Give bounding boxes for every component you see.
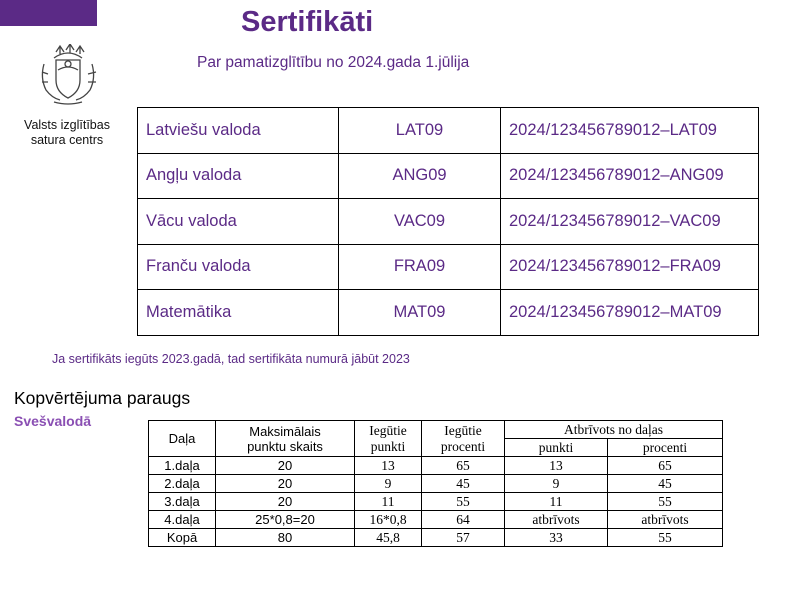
cell-points: 45,8 xyxy=(355,529,422,547)
header-max-points-line2: punktu skaits xyxy=(247,438,323,454)
header-exempt-points: punkti xyxy=(505,439,608,457)
cell-exempt-percent: atbrīvots xyxy=(608,511,723,529)
cell-exempt-points: 9 xyxy=(505,475,608,493)
table-row xyxy=(138,290,759,336)
cell-part: Kopā xyxy=(149,529,216,547)
cell-points: 13 xyxy=(355,457,422,475)
certificate-year-note: Ja sertifikāts iegūts 2023.gadā, tad sertifikāta numurā jābūt 2023 xyxy=(52,352,410,366)
certificate-code: LAT09 xyxy=(339,108,501,154)
scores-table xyxy=(148,420,723,547)
certificate-code: VAC09 xyxy=(339,199,501,245)
cell-points: 16*0,8 xyxy=(355,511,422,529)
certificate-subject: Vācu valoda xyxy=(138,199,339,245)
header-exempt-percent: procenti xyxy=(608,439,723,457)
cell-exempt-percent: 45 xyxy=(608,475,723,493)
cell-max: 20 xyxy=(216,493,355,511)
cell-part: 1.daļa xyxy=(149,457,216,475)
table-row xyxy=(149,529,723,547)
coat-of-arms-logo xyxy=(36,44,100,106)
organization-name-line1: Valsts izglītības xyxy=(24,118,110,132)
header-part: Daļa xyxy=(149,421,216,457)
header-got-percent-line2: procenti xyxy=(440,438,486,454)
certificate-subject: Angļu valoda xyxy=(138,153,339,199)
table-row xyxy=(149,511,723,529)
certificate-number: 2024/123456789012–FRA09 xyxy=(501,244,759,290)
cell-max: 25*0,8=20 xyxy=(216,511,355,529)
table-row xyxy=(138,108,759,154)
page-subtitle: Par pamatizglītību no 2024.gada 1.jūlija xyxy=(197,54,470,71)
certificate-number: 2024/123456789012–LAT09 xyxy=(501,108,759,154)
header-max-points-line1: Maksimālais xyxy=(249,423,321,439)
table-header-row xyxy=(149,421,723,439)
table-row xyxy=(149,493,723,511)
cell-points: 9 xyxy=(355,475,422,493)
certificate-number: 2024/123456789012–VAC09 xyxy=(501,199,759,245)
header-got-percent-line1: Iegūtie xyxy=(444,422,482,438)
table-row xyxy=(149,475,723,493)
certificate-number: 2024/123456789012–MAT09 xyxy=(501,290,759,336)
table-row xyxy=(138,199,759,245)
table-row xyxy=(138,244,759,290)
organization-name xyxy=(18,118,116,148)
cell-part: 4.daļa xyxy=(149,511,216,529)
cell-exempt-points: 13 xyxy=(505,457,608,475)
page-title: Sertifikāti xyxy=(241,6,374,38)
cell-percent: 45 xyxy=(422,475,505,493)
cell-max: 80 xyxy=(216,529,355,547)
cell-exempt-points: 11 xyxy=(505,493,608,511)
cell-percent: 55 xyxy=(422,493,505,511)
certificate-code: FRA09 xyxy=(339,244,501,290)
cell-percent: 64 xyxy=(422,511,505,529)
example-subheading: Svešvalodā xyxy=(14,413,92,429)
corner-accent-block xyxy=(0,0,97,26)
cell-part: 2.daļa xyxy=(149,475,216,493)
table-row xyxy=(149,457,723,475)
certificate-subject: Matemātika xyxy=(138,290,339,336)
example-heading: Kopvērtējuma paraugs xyxy=(14,388,191,408)
header-got-points-line2: punkti xyxy=(370,438,406,454)
cell-max: 20 xyxy=(216,457,355,475)
cell-points: 11 xyxy=(355,493,422,511)
header-got-percent xyxy=(422,421,505,457)
certificates-table xyxy=(137,107,759,336)
cell-exempt-percent: 65 xyxy=(608,457,723,475)
cell-max: 20 xyxy=(216,475,355,493)
header-exempt: Atbrīvots no daļas xyxy=(505,421,723,439)
cell-percent: 57 xyxy=(422,529,505,547)
header-max-points xyxy=(216,421,355,457)
cell-exempt-points: atbrīvots xyxy=(505,511,608,529)
cell-exempt-points: 33 xyxy=(505,529,608,547)
certificate-code: ANG09 xyxy=(339,153,501,199)
organization-name-line2: satura centrs xyxy=(30,133,104,147)
header-got-points xyxy=(355,421,422,457)
header-got-points-line1: Iegūtie xyxy=(369,422,407,438)
cell-percent: 65 xyxy=(422,457,505,475)
certificate-subject: Franču valoda xyxy=(138,244,339,290)
cell-exempt-percent: 55 xyxy=(608,529,723,547)
certificate-subject: Latviešu valoda xyxy=(138,108,339,154)
certificate-code: MAT09 xyxy=(339,290,501,336)
cell-exempt-percent: 55 xyxy=(608,493,723,511)
certificate-number: 2024/123456789012–ANG09 xyxy=(501,153,759,199)
table-row xyxy=(138,153,759,199)
cell-part: 3.daļa xyxy=(149,493,216,511)
